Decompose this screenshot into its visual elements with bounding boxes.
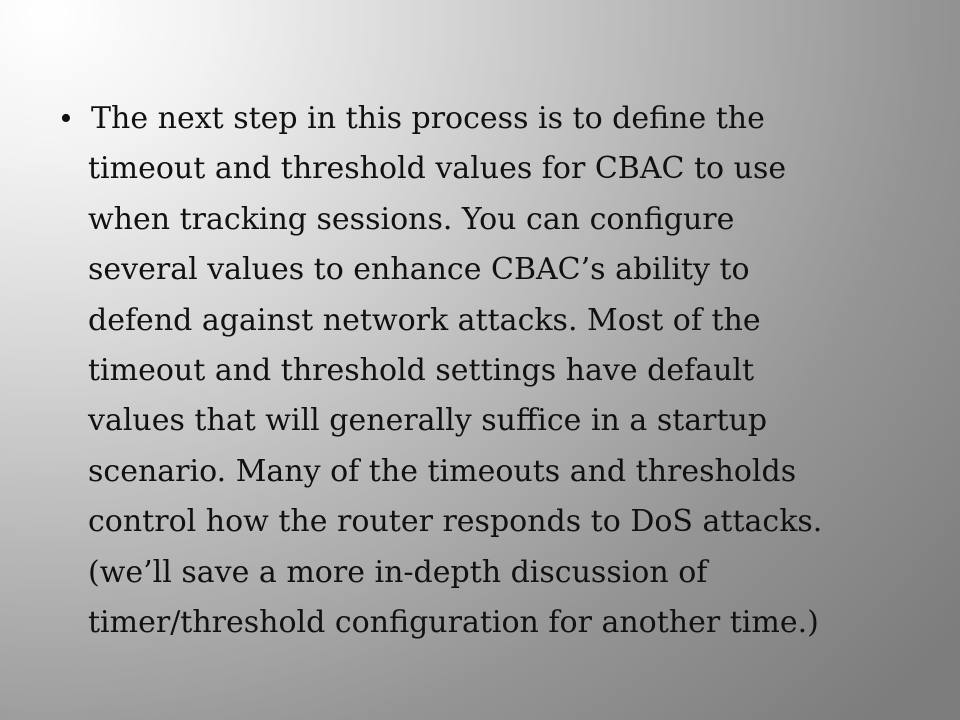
text-line-7: values that will generally suffice in a startup xyxy=(88,403,768,439)
bullet-point xyxy=(60,94,920,648)
text-line-1: The next step in this process is to define the xyxy=(91,101,765,136)
text-line-5: defend against network attacks. Most of the xyxy=(88,302,761,338)
text-line-4: several values to enhance CBAC’s ability to xyxy=(88,252,750,288)
text-line-9: control how the router responds to DoS attacks. xyxy=(88,504,823,540)
text-line-10: (we’ll save a more in-depth discussion of xyxy=(88,554,708,590)
text-line-11: timer/threshold configuration for another time.) xyxy=(88,605,819,641)
text-line-8: scenario. Many of the timeouts and thresholds xyxy=(88,453,797,489)
bullet-dot-icon: • xyxy=(60,100,72,137)
text-line-6: timeout and threshold settings have default xyxy=(88,353,755,389)
text-line-3: when tracking sessions. You can configure xyxy=(88,201,735,237)
text-line-2: timeout and threshold values for CBAC to use xyxy=(88,151,787,187)
bullet-text xyxy=(88,94,920,648)
